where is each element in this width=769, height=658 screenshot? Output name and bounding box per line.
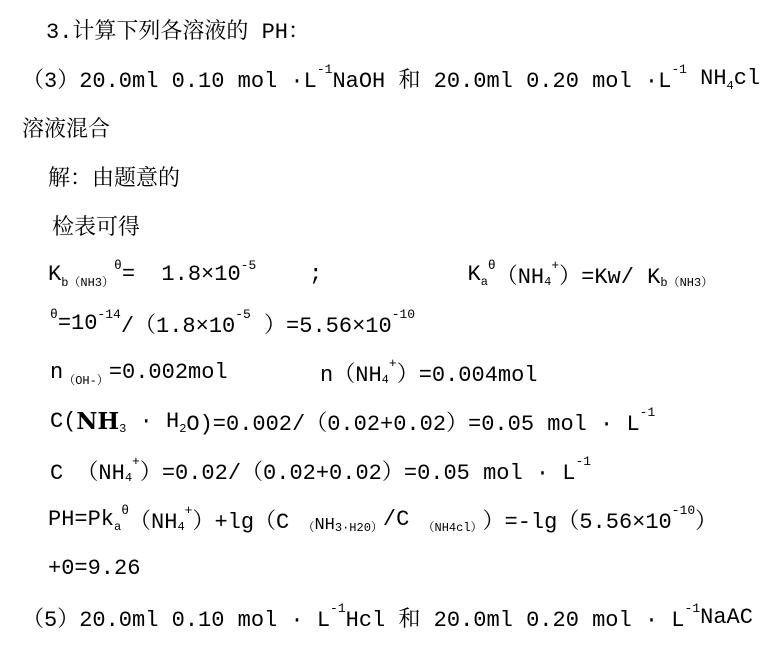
document-body — [0, 5, 769, 642]
text-segment: +0=9.26 — [48, 556, 141, 581]
text-segment: C （NH — [50, 461, 125, 486]
text-segment: -5 — [235, 307, 251, 322]
kb-ka-constants-line — [0, 250, 769, 299]
text-segment: =10 — [57, 311, 98, 336]
text-segment: NH — [76, 408, 120, 435]
text-segment: -1 — [330, 601, 346, 616]
text-segment: NaOH 和 20.0ml 0.20 mol ·L — [332, 69, 672, 94]
problem-heading — [0, 5, 769, 54]
text-segment: 4 — [124, 470, 133, 485]
text-segment: + — [388, 356, 397, 371]
text-segment: NaAC — [700, 605, 753, 630]
text-segment: a — [480, 274, 488, 289]
text-segment: θ — [50, 307, 58, 322]
ph-result-line — [0, 544, 769, 593]
text-segment: θ — [121, 503, 130, 518]
text-segment: + — [132, 454, 140, 469]
text-segment: ）=-lg（5.56×10 — [482, 510, 672, 535]
text-segment: /C — [382, 507, 423, 532]
text-segment: （NH — [129, 510, 178, 535]
problem-3-statement-continued — [0, 103, 769, 152]
text-segment: -1 — [671, 62, 687, 77]
text-segment: 2 — [179, 421, 187, 436]
text-segment: n — [50, 360, 64, 385]
text-segment: （3）20.0ml 0.10 mol ·L — [22, 69, 317, 94]
text-segment: + — [184, 503, 193, 518]
text-segment: ） — [695, 510, 718, 535]
text-segment: （5）20.0ml 0.10 mol · L — [22, 608, 331, 633]
problem-3-statement — [0, 54, 769, 103]
text-segment: -1 — [639, 405, 656, 420]
text-segment: cl — [733, 66, 761, 91]
text-segment: ）=Kw/ K — [559, 265, 661, 290]
text-segment: -1 — [316, 62, 333, 77]
text-segment: K — [48, 262, 62, 287]
text-segment: /（1.8×10 — [120, 314, 236, 339]
text-segment: 4 — [177, 519, 185, 534]
text-segment: O)=0.002/（0.02+0.02）=0.05 mol · L — [186, 412, 640, 437]
ph-formula-line — [0, 495, 769, 544]
text-segment: ）=0.02/（0.02+0.02）=0.05 mol · L — [139, 461, 576, 486]
text-segment: 4 — [381, 372, 389, 387]
text-segment: ）=5.56×10 — [250, 314, 392, 339]
text-segment: -5 — [240, 258, 257, 273]
ka-value-line — [0, 299, 769, 348]
text-segment: = 1.8×10 — [121, 262, 241, 287]
text-segment: 3 — [119, 421, 127, 436]
text-segment: （OH-） — [63, 374, 109, 388]
text-segment: ）=0.004mol — [396, 363, 538, 388]
text-segment: b（NH3） — [660, 276, 714, 290]
text-segment: -10 — [391, 307, 416, 322]
text-segment: b（NH3） — [61, 276, 115, 290]
text-segment: · H — [126, 409, 180, 434]
text-segment: θ — [114, 258, 122, 273]
text-segment: 4 — [726, 78, 734, 93]
text-segment: -1 — [575, 454, 592, 469]
text-segment: NH — [686, 66, 727, 91]
text-segment: （NH — [495, 265, 545, 290]
problem-5-statement — [0, 593, 769, 642]
text-segment: + — [551, 258, 560, 273]
text-segment: θ — [487, 258, 496, 273]
solution-label-line — [0, 152, 769, 201]
table-lookup-line — [0, 201, 769, 250]
text-segment: Hcl 和 20.0ml 0.20 mol · L — [345, 608, 685, 633]
text-segment: ）+lg（C — [192, 510, 303, 535]
text-segment: ; — [256, 262, 323, 287]
text-segment: 4 — [544, 274, 552, 289]
text-segment: a — [114, 519, 122, 534]
text-segment: C( — [50, 409, 77, 434]
text-segment: 检表可得 — [52, 216, 141, 241]
text-segment: K — [322, 262, 481, 287]
text-segment: NH — [314, 516, 335, 535]
concentration-nh4-line — [0, 446, 769, 495]
text-segment: （ — [302, 521, 315, 535]
text-segment: 3.计算下列各溶液的 PH： — [46, 20, 311, 45]
text-segment: PH=Pk — [48, 507, 115, 532]
text-segment: -14 — [97, 307, 121, 322]
text-segment: 3·H20） — [334, 521, 383, 535]
text-segment: （NH4cl） — [422, 521, 483, 535]
text-segment: =0.002mol — [108, 360, 228, 385]
concentration-nh3-line — [0, 397, 769, 446]
text-segment: -10 — [671, 503, 696, 518]
text-segment: n（NH — [227, 363, 382, 388]
moles-line — [0, 348, 769, 397]
text-segment: -1 — [684, 601, 701, 616]
text-segment: 解：由题意的 — [48, 167, 181, 192]
text-segment: 溶液混合 — [22, 118, 111, 143]
